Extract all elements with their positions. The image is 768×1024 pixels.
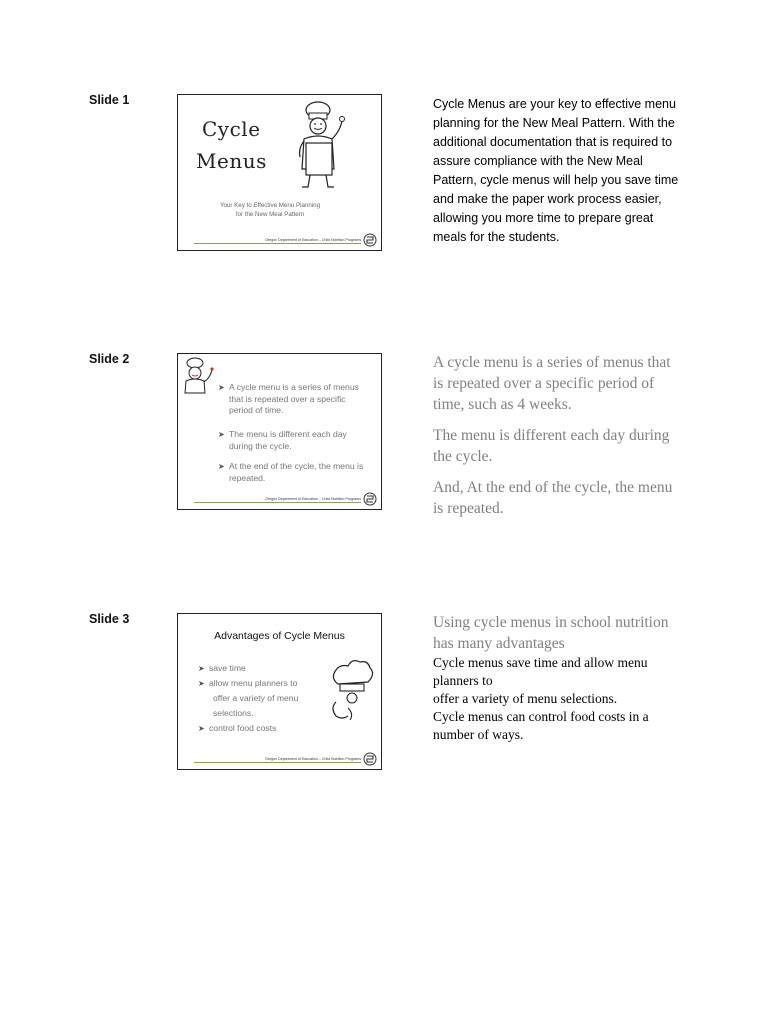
- chef-illustration: [181, 357, 215, 397]
- slide-1-footer-line: [194, 243, 361, 244]
- bullet-arrow-icon: ➤: [218, 383, 225, 392]
- slide-3-bullet-1: ➤ save time: [209, 661, 319, 676]
- slide-1-subtitle-line1: Your Key to Effective Menu Planning: [219, 202, 321, 209]
- slide-1-notes: Cycle Menus are your key to effective menu planning for the New Meal Pattern. With the additional documentation that is required to assure compliance with the New Meal Pattern, cycle menus will help you save time and make the paper work process easier, allowing you more time to prepare great meals for the students.: [433, 97, 679, 244]
- bullet-arrow-icon: ➤: [198, 679, 205, 688]
- slide-2-footer-line: [194, 502, 361, 503]
- slide-2-note-paragraph-2: The menu is different each day during the cycle.: [433, 427, 670, 465]
- slide-3-footer-line: [194, 762, 361, 763]
- bullet-arrow-icon: ➤: [198, 664, 205, 673]
- slide-2-bullet-3: ➤ At the end of the cycle, the menu is repeated.: [218, 461, 364, 483]
- slide-3-bullet-2-cont-1: offer a variety of menu: [213, 693, 299, 703]
- slide-3-note-line-1: Cycle menus save time and allow menu planners to: [433, 655, 648, 688]
- bullet-arrow-icon: ➤: [218, 462, 225, 471]
- slide-3-bullet-2-cont-2: selections.: [213, 708, 254, 718]
- slide-1-title-line2: Menus: [196, 149, 267, 173]
- slide-3-bullet-3: ➤ control food costs: [209, 721, 319, 736]
- bullet-arrow-icon: ➤: [218, 430, 225, 439]
- slide-2-notes: [433, 352, 683, 529]
- slide-3-title: Advantages of Cycle Menus: [214, 630, 345, 642]
- slide-3-note-line-3: Cycle menus can control food costs in a number of ways.: [433, 709, 649, 742]
- slide-2-note-paragraph-1: A cycle menu is a series of menus that is repeated over a specific period of time, such as 4 weeks.: [433, 354, 671, 413]
- ode-logo-icon: [363, 752, 377, 766]
- slide-2-bullet-2: ➤ The menu is different each day during the cycle.: [218, 429, 347, 451]
- slide-1-subtitle-line2: for the New Meal Pattern: [235, 211, 305, 218]
- slide-3-label: Slide 3: [89, 612, 130, 626]
- slide-2-thumbnail[interactable]: [177, 353, 382, 510]
- bullet-arrow-icon: ➤: [198, 724, 205, 733]
- slide-2-bullet-1: ➤ A cycle menu is a series of menus that is repeated over a specific period of time.: [218, 382, 359, 415]
- slide-3-notes: [433, 612, 683, 744]
- slide-1-title-line1: Cycle: [202, 117, 261, 141]
- slide-3-footer-text: Oregon Department of Education – Child Nutrition Programs: [265, 757, 361, 761]
- slide-3-bullet-2: ➤ allow menu planners to: [209, 676, 319, 691]
- ode-logo-icon: [363, 233, 377, 247]
- chef-hat-illustration: [328, 658, 374, 724]
- slide-2-label: Slide 2: [89, 352, 130, 366]
- slide-3-note-line-2: offer a variety of menu selections.: [433, 691, 618, 706]
- slide-3-note-intro: Using cycle menus in school nutrition has many advantages: [433, 614, 669, 652]
- slide-1-footer-text: Oregon Department of Education – Child Nutrition Programs: [265, 238, 361, 242]
- ode-logo-icon: [363, 492, 377, 506]
- slide-2-footer-text: Oregon Department of Education – Child Nutrition Programs: [265, 497, 361, 501]
- chef-illustration: [290, 99, 350, 195]
- slide-3-thumbnail[interactable]: [177, 613, 382, 770]
- slide-1-thumbnail[interactable]: [177, 94, 382, 251]
- slide-2-note-paragraph-3: And, At the end of the cycle, the menu is repeated.: [433, 479, 673, 517]
- slide-1-label: Slide 1: [89, 93, 130, 107]
